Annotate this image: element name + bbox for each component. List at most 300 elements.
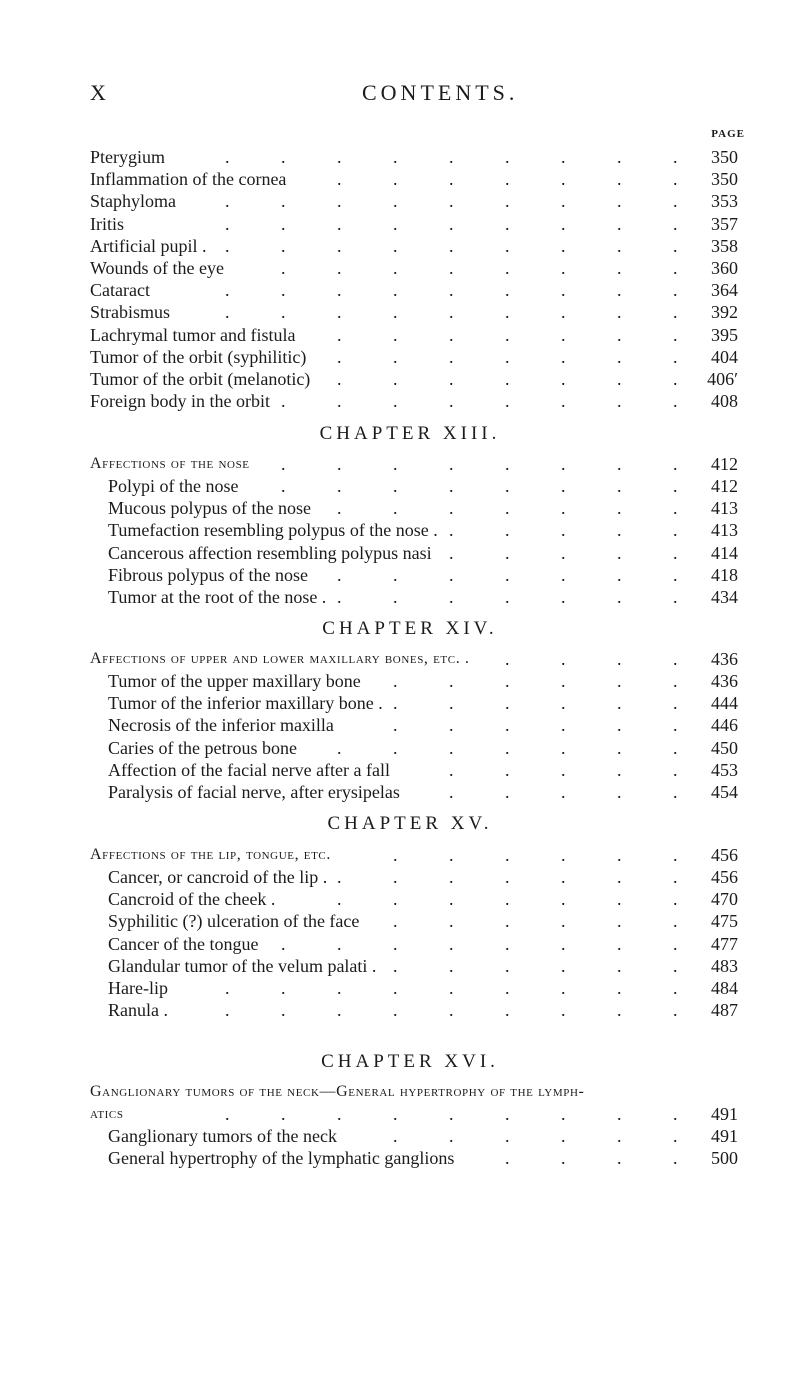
leader-dot: . — [561, 738, 566, 758]
toc-entry[interactable] — [0, 781, 800, 803]
leader-dot: . — [505, 1126, 510, 1146]
toc-entry-label: Cancer of the tongue — [108, 934, 259, 954]
leader-dot: . — [225, 214, 230, 234]
toc-entry-label: Affections of the nose — [90, 455, 250, 472]
toc-entry-page: 436 — [711, 671, 738, 691]
page-number: X — [90, 80, 107, 105]
leader-dot: . — [673, 236, 678, 256]
leader-dot: . — [617, 565, 622, 585]
leader-dot: . — [393, 214, 398, 234]
leader-dot: . — [505, 454, 510, 474]
toc-entry[interactable] — [0, 866, 800, 888]
leader-dot: . — [505, 671, 510, 691]
toc-entry-label: Necrosis of the inferior maxilla — [108, 715, 334, 735]
toc-entry-label: Caries of the petrous bone — [108, 738, 297, 758]
leader-dot: . — [561, 889, 566, 909]
leader-dot: . — [673, 520, 678, 540]
toc-entry[interactable] — [0, 301, 800, 323]
toc-entry-label: Syphilitic (?) ulceration of the face — [108, 911, 360, 931]
leader-dot: . — [617, 911, 622, 931]
leader-dot: . — [617, 671, 622, 691]
leader-dot: . — [561, 302, 566, 322]
toc-entry-page: 413 — [711, 520, 738, 540]
leader-dot: . — [393, 845, 398, 865]
leader-dot: . — [449, 565, 454, 585]
leader-dot: . — [505, 760, 510, 780]
toc-entry-page: 406′ — [707, 369, 738, 389]
leader-dot: . — [673, 649, 678, 669]
leader-dot: . — [617, 1148, 622, 1168]
toc-entry-page: 436 — [711, 649, 738, 669]
leader-dot: . — [561, 258, 566, 278]
toc-entry-page: 353 — [711, 191, 738, 211]
leader-dot: . — [449, 867, 454, 887]
leader-dot: . — [673, 738, 678, 758]
leader-dot: . — [393, 476, 398, 496]
toc-entry[interactable] — [0, 888, 800, 910]
leader-dot: . — [617, 889, 622, 909]
toc-entry[interactable] — [0, 519, 800, 541]
toc-entry[interactable] — [0, 933, 800, 955]
leader-dot: . — [673, 782, 678, 802]
leader-dot: . — [673, 498, 678, 518]
leader-dot: . — [449, 1126, 454, 1146]
leader-dot: . — [673, 1126, 678, 1146]
toc-entry-page: 487 — [711, 1000, 738, 1020]
leader-dot: . — [617, 520, 622, 540]
leader-dot: . — [673, 169, 678, 189]
toc-entry-page: 446 — [711, 715, 738, 735]
leader-dot: . — [449, 782, 454, 802]
leader-dot: . — [337, 867, 342, 887]
leader-dot: . — [673, 214, 678, 234]
toc-entry[interactable] — [0, 586, 800, 608]
toc-entry-label: Fibrous polypus of the nose — [108, 565, 308, 585]
leader-dot: . — [281, 454, 286, 474]
leader-dot: . — [337, 934, 342, 954]
leader-dot: . — [505, 587, 510, 607]
leader-dot: . — [393, 369, 398, 389]
leader-dot: . — [449, 476, 454, 496]
leader-dot: . — [337, 325, 342, 345]
leader-dot: . — [561, 147, 566, 167]
leader-dot: . — [673, 325, 678, 345]
leader-dot: . — [449, 498, 454, 518]
toc-entry[interactable] — [0, 999, 800, 1021]
leader-dot: . — [561, 520, 566, 540]
leader-dot: . — [337, 369, 342, 389]
leader-dot: . — [617, 454, 622, 474]
toc-entry-page: 483 — [711, 956, 738, 976]
toc-entry[interactable] — [0, 235, 800, 257]
toc-entry[interactable] — [0, 955, 800, 977]
leader-dot: . — [673, 587, 678, 607]
leader-dot: . — [393, 169, 398, 189]
leader-dot: . — [617, 587, 622, 607]
toc-entry[interactable] — [0, 1103, 800, 1125]
toc-entry[interactable] — [0, 213, 800, 235]
toc-entry-label: Paralysis of facial nerve, after erysipelas — [108, 782, 400, 802]
toc-entry-label: Cataract — [90, 280, 150, 300]
leader-dot: . — [449, 671, 454, 691]
leader-dot: . — [561, 845, 566, 865]
toc-entry-page: 357 — [711, 214, 738, 234]
leader-dot: . — [393, 738, 398, 758]
leader-dot: . — [337, 454, 342, 474]
leader-dot: . — [505, 325, 510, 345]
leader-dot: . — [617, 369, 622, 389]
leader-dot: . — [281, 191, 286, 211]
leader-dot: . — [393, 715, 398, 735]
page-header — [90, 80, 730, 110]
leader-dot: . — [337, 1104, 342, 1124]
toc-entry[interactable] — [0, 737, 800, 759]
leader-dot: . — [337, 498, 342, 518]
leader-dot: . — [561, 236, 566, 256]
leader-dot: . — [673, 369, 678, 389]
leader-dot: . — [505, 565, 510, 585]
toc-entry[interactable] — [0, 368, 800, 390]
toc-entry[interactable] — [0, 564, 800, 586]
leader-dot: . — [505, 978, 510, 998]
leader-dot: . — [505, 543, 510, 563]
leader-dot: . — [561, 369, 566, 389]
leader-dot: . — [505, 715, 510, 735]
toc-entry[interactable] — [0, 475, 800, 497]
leader-dot: . — [449, 956, 454, 976]
toc-entry-label: General hypertrophy of the lymphatic ganglions — [108, 1148, 455, 1168]
toc-entry-page: 475 — [711, 911, 738, 931]
leader-dot: . — [449, 347, 454, 367]
leader-dot: . — [561, 391, 566, 411]
toc-entry-label: Lachrymal tumor and fistula — [90, 325, 296, 345]
leader-dot: . — [617, 649, 622, 669]
toc-entry-label: Wounds of the eye — [90, 258, 225, 278]
leader-dot: . — [561, 1148, 566, 1168]
leader-dot: . — [673, 867, 678, 887]
leader-dot: . — [505, 1148, 510, 1168]
leader-dot: . — [449, 911, 454, 931]
leader-dot: . — [393, 978, 398, 998]
leader-dot: . — [561, 191, 566, 211]
leader-dot: . — [449, 369, 454, 389]
toc-entry-page: 450 — [711, 738, 738, 758]
toc-entry-page: 477 — [711, 934, 738, 954]
toc-entry-page: 484 — [711, 978, 738, 998]
leader-dot: . — [561, 1126, 566, 1146]
toc-entry-page: 500 — [711, 1148, 738, 1168]
leader-dot: . — [673, 280, 678, 300]
leader-dot: . — [617, 1126, 622, 1146]
leader-dot: . — [225, 1104, 230, 1124]
leader-dot: . — [617, 347, 622, 367]
leader-dot: . — [505, 649, 510, 669]
leader-dot: . — [617, 214, 622, 234]
leader-dot: . — [337, 738, 342, 758]
leader-dot: . — [281, 147, 286, 167]
leader-dot: . — [561, 693, 566, 713]
toc-entry[interactable] — [0, 1125, 800, 1147]
leader-dot: . — [561, 214, 566, 234]
toc-entry-page: 392 — [711, 302, 738, 322]
leader-dot: . — [393, 671, 398, 691]
toc-entry[interactable] — [0, 844, 800, 866]
toc-entry-label: Ganglionary tumors of the neck — [108, 1126, 337, 1146]
leader-dot: . — [393, 191, 398, 211]
leader-dot: . — [337, 391, 342, 411]
leader-dot: . — [393, 587, 398, 607]
leader-dot: . — [617, 147, 622, 167]
leader-dot: . — [673, 476, 678, 496]
leader-dot: . — [505, 302, 510, 322]
leader-dot: . — [449, 191, 454, 211]
toc-entry-label: Ranula . — [108, 1000, 168, 1020]
toc-entry-label: Tumor of the orbit (melanotic) — [90, 369, 311, 389]
leader-dot: . — [393, 302, 398, 322]
leader-dot: . — [505, 214, 510, 234]
leader-dot: . — [449, 587, 454, 607]
leader-dot: . — [505, 520, 510, 540]
leader-dot: . — [281, 1000, 286, 1020]
leader-dot: . — [505, 280, 510, 300]
leader-dot: . — [673, 693, 678, 713]
toc-entry-page: 456 — [711, 845, 738, 865]
leader-dot: . — [281, 302, 286, 322]
toc-entry[interactable] — [0, 692, 800, 714]
toc-entry-label: Ganglionary tumors of the neck—General hypertrophy of the lymph- — [90, 1083, 585, 1100]
leader-dot: . — [449, 543, 454, 563]
leader-dot: . — [505, 476, 510, 496]
leader-dot: . — [673, 302, 678, 322]
leader-dot: . — [337, 258, 342, 278]
leader-dot: . — [449, 760, 454, 780]
leader-dot: . — [449, 693, 454, 713]
leader-dot: . — [561, 934, 566, 954]
leader-dot: . — [281, 236, 286, 256]
toc-entry-label: Staphyloma — [90, 191, 176, 211]
leader-dot: . — [449, 147, 454, 167]
leader-dot: . — [673, 191, 678, 211]
leader-dot: . — [393, 454, 398, 474]
leader-dot: . — [617, 934, 622, 954]
leader-dot: . — [393, 956, 398, 976]
toc-entry-label: Artificial pupil . — [90, 236, 207, 256]
leader-dot: . — [393, 498, 398, 518]
toc-entry-page: 454 — [711, 782, 738, 802]
leader-dot: . — [449, 845, 454, 865]
toc-entry[interactable] — [0, 977, 800, 999]
leader-dot: . — [281, 280, 286, 300]
toc-entry[interactable] — [0, 910, 800, 932]
toc-entry[interactable] — [0, 714, 800, 736]
toc-entry[interactable] — [0, 453, 800, 475]
toc-entry-page: 412 — [711, 454, 738, 474]
leader-dot: . — [337, 214, 342, 234]
toc-entry[interactable] — [0, 648, 800, 670]
toc-entry-label: Inflammation of the cornea — [90, 169, 287, 189]
leader-dot: . — [449, 391, 454, 411]
leader-dot: . — [505, 258, 510, 278]
leader-dot: . — [393, 391, 398, 411]
leader-dot: . — [673, 1000, 678, 1020]
leader-dot: . — [225, 191, 230, 211]
toc-entry-page: 413 — [711, 498, 738, 518]
leader-dot: . — [617, 715, 622, 735]
leader-dot: . — [337, 587, 342, 607]
leader-dot: . — [617, 1104, 622, 1124]
leader-dot: . — [281, 391, 286, 411]
leader-dot: . — [561, 325, 566, 345]
leader-dot: . — [449, 169, 454, 189]
toc-entry[interactable] — [0, 168, 800, 190]
leader-dot: . — [393, 280, 398, 300]
leader-dot: . — [561, 978, 566, 998]
leader-dot: . — [561, 649, 566, 669]
leader-dot: . — [449, 889, 454, 909]
toc-entry-page: 491 — [711, 1126, 738, 1146]
leader-dot: . — [617, 738, 622, 758]
leader-dot: . — [393, 1126, 398, 1146]
leader-dot: . — [617, 845, 622, 865]
leader-dot: . — [281, 978, 286, 998]
leader-dot: . — [449, 280, 454, 300]
leader-dot: . — [505, 782, 510, 802]
leader-dot: . — [393, 934, 398, 954]
toc-entry[interactable] — [0, 759, 800, 781]
toc-entry-label: Affections of upper and lower maxillary bones, etc. . — [90, 650, 470, 667]
leader-dot: . — [617, 476, 622, 496]
leader-dot: . — [505, 956, 510, 976]
leader-dot: . — [617, 236, 622, 256]
leader-dot: . — [337, 236, 342, 256]
toc-entry-page: 350 — [711, 147, 738, 167]
toc-entry[interactable] — [0, 324, 800, 346]
leader-dot: . — [617, 956, 622, 976]
toc-entry[interactable] — [0, 279, 800, 301]
leader-dot: . — [673, 565, 678, 585]
toc-entry[interactable] — [0, 670, 800, 692]
leader-dot: . — [337, 347, 342, 367]
toc-entry-label: Pterygium — [90, 147, 165, 167]
toc-entry-page: 456 — [711, 867, 738, 887]
leader-dot: . — [505, 1104, 510, 1124]
toc-entry-continued[interactable] — [0, 1081, 800, 1103]
leader-dot: . — [337, 889, 342, 909]
leader-dot: . — [673, 956, 678, 976]
leader-dot: . — [561, 543, 566, 563]
leader-dot: . — [225, 236, 230, 256]
leader-dot: . — [505, 498, 510, 518]
toc-entry-label: Tumor of the upper maxillary bone — [108, 671, 361, 691]
leader-dot: . — [449, 1104, 454, 1124]
toc-entry-page: 360 — [711, 258, 738, 278]
toc-entry-label: Cancer, or cancroid of the lip . — [108, 867, 328, 887]
toc-entry-page: 418 — [711, 565, 738, 585]
leader-dot: . — [225, 1000, 230, 1020]
leader-dot: . — [505, 369, 510, 389]
toc-entry-page: 491 — [711, 1104, 738, 1124]
leader-dot: . — [617, 867, 622, 887]
leader-dot: . — [337, 191, 342, 211]
toc-entry[interactable] — [0, 497, 800, 519]
leader-dot: . — [505, 845, 510, 865]
leader-dot: . — [449, 325, 454, 345]
leader-dot: . — [393, 1104, 398, 1124]
leader-dot: . — [225, 147, 230, 167]
leader-dot: . — [673, 934, 678, 954]
leader-dot: . — [561, 956, 566, 976]
leader-dot: . — [449, 1000, 454, 1020]
toc-entry-label: Affection of the facial nerve after a fall — [108, 760, 391, 780]
leader-dot: . — [561, 280, 566, 300]
toc-entry-page: 444 — [711, 693, 738, 713]
leader-dot: . — [561, 715, 566, 735]
leader-dot: . — [673, 347, 678, 367]
leader-dot: . — [281, 214, 286, 234]
leader-dot: . — [505, 934, 510, 954]
toc-entry-page: 358 — [711, 236, 738, 256]
leader-dot: . — [225, 280, 230, 300]
toc-entry[interactable] — [0, 542, 800, 564]
leader-dot: . — [337, 147, 342, 167]
leader-dot: . — [617, 543, 622, 563]
leader-dot: . — [393, 325, 398, 345]
leader-dot: . — [561, 760, 566, 780]
leader-dot: . — [505, 867, 510, 887]
toc-entry[interactable] — [0, 346, 800, 368]
leader-dot: . — [617, 258, 622, 278]
leader-dot: . — [673, 978, 678, 998]
leader-dot: . — [561, 347, 566, 367]
toc-entry-label: Tumefaction resembling polypus of the nose . — [108, 520, 438, 540]
toc-entry-label: Foreign body in the orbit — [90, 391, 270, 411]
page-title: CONTENTS. — [362, 80, 519, 105]
leader-dot: . — [393, 565, 398, 585]
leader-dot: . — [617, 498, 622, 518]
toc-entry-page: 412 — [711, 476, 738, 496]
leader-dot: . — [337, 476, 342, 496]
toc-entry[interactable] — [0, 146, 800, 168]
chapter-heading: CHAPTER XIII. — [319, 423, 501, 444]
leader-dot: . — [505, 391, 510, 411]
leader-dot: . — [505, 693, 510, 713]
toc-entry-page: 414 — [711, 543, 738, 563]
toc-entry[interactable] — [0, 1147, 800, 1169]
toc-entry-label: atics — [90, 1105, 124, 1122]
leader-dot: . — [505, 169, 510, 189]
toc-entry-label: Polypi of the nose — [108, 476, 239, 496]
leader-dot: . — [673, 671, 678, 691]
leader-dot: . — [449, 302, 454, 322]
leader-dot: . — [505, 1000, 510, 1020]
toc-entry[interactable] — [0, 390, 800, 412]
leader-dot: . — [561, 169, 566, 189]
leader-dot: . — [673, 147, 678, 167]
leader-dot: . — [561, 498, 566, 518]
page-column-label: PAGE — [711, 128, 745, 140]
toc-entry[interactable] — [0, 190, 800, 212]
toc-entry-label: Hare-lip — [108, 978, 168, 998]
leader-dot: . — [337, 1000, 342, 1020]
leader-dot: . — [561, 587, 566, 607]
toc-entry-page: 404 — [711, 347, 738, 367]
leader-dot: . — [617, 280, 622, 300]
leader-dot: . — [617, 169, 622, 189]
leader-dot: . — [617, 782, 622, 802]
toc-entry-label: Tumor of the inferior maxillary bone . — [108, 693, 383, 713]
toc-entry[interactable] — [0, 257, 800, 279]
leader-dot: . — [449, 520, 454, 540]
